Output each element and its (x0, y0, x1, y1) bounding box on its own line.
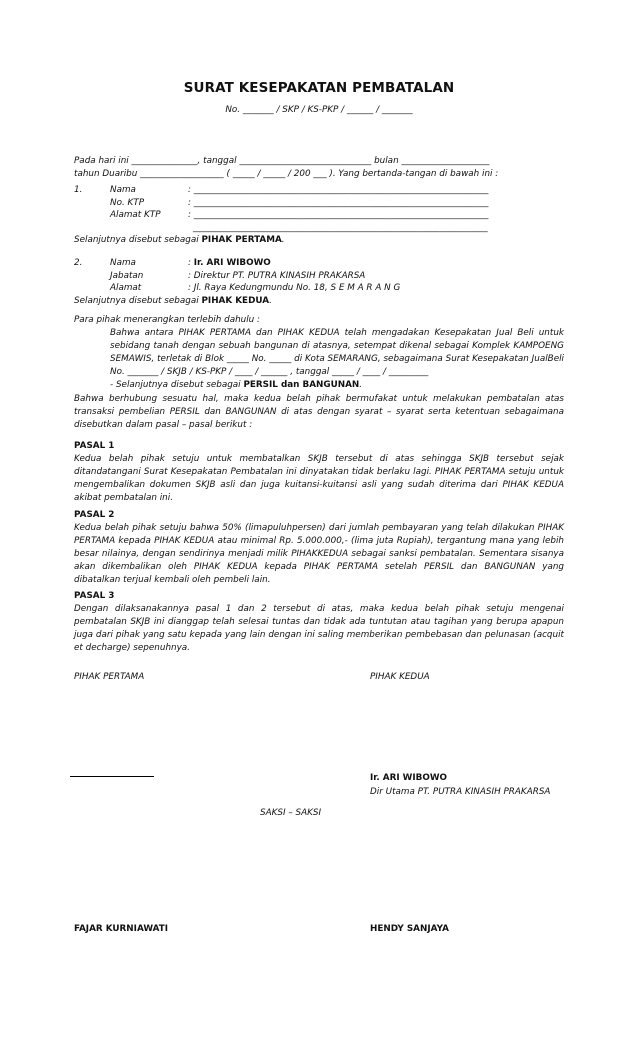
party-one-section (74, 184, 564, 247)
agreement-intro-paragraph: Bahwa berhubung sesuatu hal, maka kedua belah pihak bermufakat untuk melakukan pembatalan atas transaksi pembelian PERSIL dan BANGUNAN di atas dengan syarat – syarat serta ketentuan sebagaimana disebutkan dalam pasal – pasal berikut : (74, 394, 564, 430)
party-one-name-row (74, 184, 564, 197)
party-two-designation-suffix: . (269, 295, 272, 306)
opening-paragraph (74, 155, 564, 181)
recital-intro: Para pihak menerangkan terlebih dahulu : (74, 315, 261, 325)
witness-one-name: FAJAR KURNIAWATI (74, 924, 169, 934)
opening-line-1: Pada hari ini _______________, tanggal ______________________________ bulan ____________________ (74, 156, 490, 166)
opening-line-2: tahun Duaribu ___________________ ( _____ / _____ / 200 ___ ). Yang bertanda-tangan di bawah ini : (74, 169, 499, 179)
party-one-designation-prefix: Selanjutnya disebut sebagai (74, 235, 202, 245)
recital-designation-prefix: - Selanjutnya disebut sebagai (110, 380, 244, 390)
pasal-1-heading: PASAL 1 (74, 441, 115, 451)
party-one-number: 1. (74, 185, 83, 195)
party-one-name-label: Nama (110, 185, 136, 195)
pasal-2-heading: PASAL 2 (74, 510, 115, 520)
signature-party-two-label: PIHAK KEDUA (370, 672, 430, 682)
party-two-position-value: : Direktur PT. PUTRA KINASIH PRAKARSA (188, 270, 366, 281)
party-one-designation-suffix: . (281, 235, 285, 245)
party-one-ktp-label: No. KTP (110, 197, 145, 208)
witness-two-name: HENDY SANJAYA (370, 924, 449, 934)
pasal-2-section (74, 509, 564, 587)
party-two-name-row (74, 257, 564, 270)
party-two-designation-prefix: Selanjutnya disebut sebagai (74, 295, 202, 306)
party-one-ktp-row (74, 197, 564, 210)
party-two-designation (74, 295, 564, 308)
recital-section (74, 314, 564, 392)
pasal-2-body: Kedua belah pihak setuju bahwa 50% (limapuluhpersen) dari jumlah pembayaran yang telah dilakukan PIHAK PERTAMA kepada PIHAK KEDUA atau minimal Rp. 5.000.000,- (lima juta Rupiah), tergantung mana yang lebih besar nilainya, dengan sendirinya menjadi milik PIHAKKEDUA sebagai sanksi pembatalan. Sementara sisanya akan dikembalikan oleh PIHAK KEDUA kepada PIHAK PERTAMA setelah PERSIL dan BANGUNAN yang dibatalkan terjual kembali oleh pembeli lain. (74, 523, 564, 585)
party-two-name-value-wrap (188, 257, 271, 270)
party-two-name-value: Ir. ARI WIBOWO (193, 258, 271, 268)
pasal-1-section (74, 440, 564, 505)
recital-designation (74, 379, 564, 392)
party-one-ktp-value: : ___________________________________________________________________ (188, 197, 489, 208)
party-one-designation (74, 234, 564, 247)
recital-body: Bahwa antara PIHAK PERTAMA dan PIHAK KEDUA telah mengadakan Kesepakatan Jual Beli untuk sebidang tanah dengan sebuah bangunan di atasnya, setempat dikenal sebagai Komplek KAMPOENG SEMAWIS, terletak di Blok _____ No. _____ di Kota SEMARANG, sebagaimana Surat Kesepakatan JualBeli No. _______ / SKJB / KS-PKP / ____ / ______ , tanggal _____ / ____ / _________ (110, 328, 564, 377)
party-one-address-value-2: ___________________________________________________________________ (193, 222, 488, 233)
document-title: SURAT KESEPAKATAN PEMBATALAN (183, 80, 455, 96)
party-two-name-colon: : (188, 258, 194, 268)
party-two-name-label: Nama (110, 258, 136, 268)
pasal-1-body: Kedua belah pihak setuju untuk membatalkan SKJB tersebut di atas sehingga SKJB tersebut sejak ditandatangani Surat Kesepakatan Pembatalan ini dinyatakan tidak berlaku lagi. PIHAK PERTAMA setuju untuk mengembalikan dokumen SKJB asli dan juga kuitansi-kuitansi asli yang sudah diterima dari PIHAK KEDUA akibat pembatalan ini. (74, 454, 564, 503)
party-two-address-row (74, 282, 564, 295)
party-one-address-label: Alamat KTP (110, 210, 161, 220)
party-two-address-value: : Jl. Raya Kedungmundu No. 18, S E M A R A N G (188, 283, 401, 293)
signature-party-two-title: Dir Utama PT. PUTRA KINASIH PRAKARSA (370, 787, 551, 797)
party-one-address-row (74, 209, 564, 222)
pasal-3-section (74, 590, 564, 655)
party-two-number: 2. (74, 258, 83, 268)
recital-designation-bold: PERSIL dan BANGUNAN (243, 380, 360, 390)
document-number: No. _______ / SKP / KS-PKP / ______ / _______ (225, 105, 413, 115)
party-two-section (74, 257, 564, 308)
recital-designation-suffix: . (359, 380, 363, 390)
party-two-position-label: Jabatan (110, 270, 144, 281)
party-two-designation-name: PIHAK KEDUA (201, 295, 270, 306)
pasal-3-body: Dengan dilaksanakannya pasal 1 dan 2 tersebut di atas, maka kedua belah pihak setuju mengenai pembatalan SKJB ini dianggap telah selesai tuntas dan tidak ada tuntutan atau tagihan yang berupa apapun juga dari pihak yang satu kepada yang lain dengan ini saling memberikan pembebasan dan pelunasan (acquit et decharge) sepenuhnya. (74, 604, 564, 653)
pasal-3-heading: PASAL 3 (74, 591, 115, 601)
witness-label: SAKSI – SAKSI (260, 808, 322, 818)
signature-party-one-label: PIHAK PERTAMA (74, 672, 145, 682)
party-one-address-row-2 (74, 222, 564, 235)
party-two-position-row (74, 270, 564, 283)
signature-party-two-name: Ir. ARI WIBOWO (370, 773, 448, 783)
party-two-address-label: Alamat (110, 283, 142, 293)
party-one-address-value: : ___________________________________________________________________ (188, 210, 489, 220)
party-one-designation-name: PIHAK PERTAMA (201, 235, 282, 245)
party-one-name-value: : ___________________________________________________________________ (188, 185, 489, 195)
signature-line-party-one (70, 776, 154, 777)
